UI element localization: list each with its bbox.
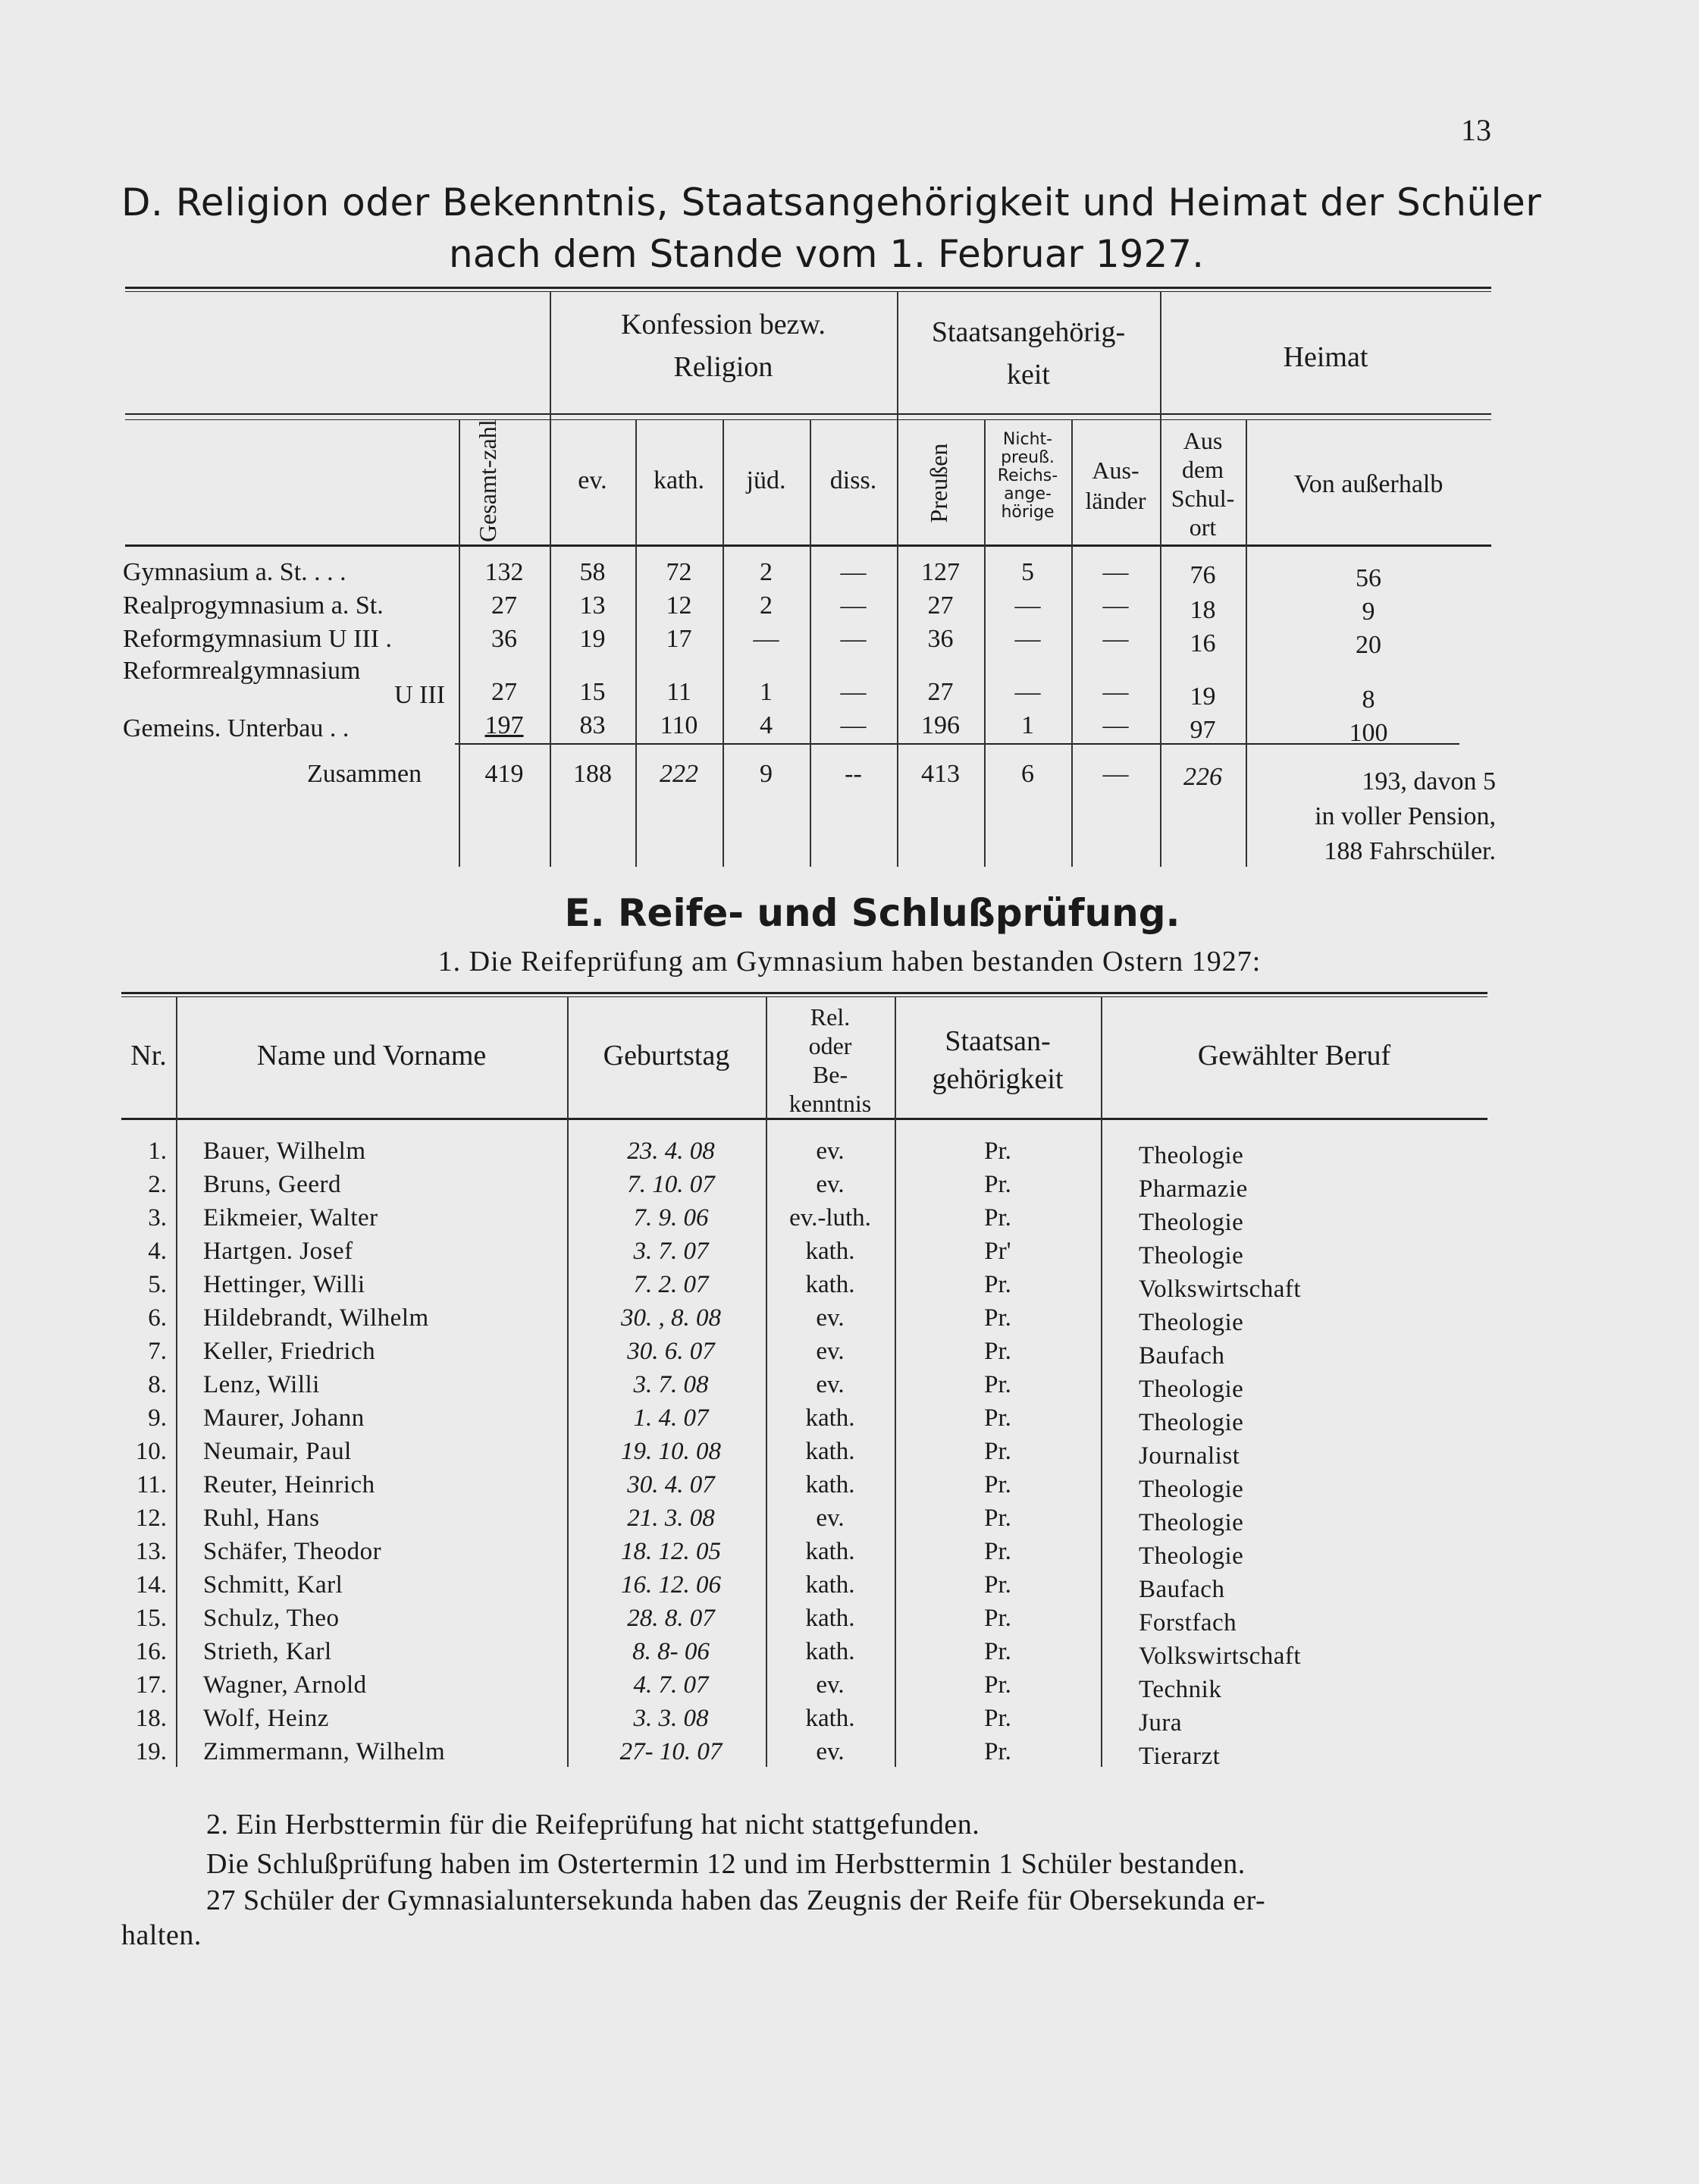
col-ev: ev. — [578, 466, 607, 494]
cell-schulort: 76 — [1190, 561, 1216, 589]
student-geburtstag: 27- 10. 07 — [619, 1738, 723, 1765]
student-staat: Pr. — [984, 1738, 1011, 1765]
cell-gesamt: 27 — [491, 678, 517, 706]
cell-schulort: 19 — [1190, 682, 1216, 711]
cell-preussen: 127 — [921, 558, 960, 586]
footer-line-2: Die Schlußprüfung haben im Ostertermin 12 und im Herbsttermin 1 Schüler bestanden. — [206, 1848, 1246, 1880]
student-beruf: Forstfach — [1139, 1609, 1237, 1636]
total-jued: 9 — [760, 760, 773, 788]
cell-gesamt: 197 — [484, 711, 524, 739]
cell-jued: 2 — [760, 592, 773, 620]
student-geburtstag: 30. 6. 07 — [627, 1338, 715, 1365]
student-rel: kath. — [805, 1471, 855, 1498]
cell-jued: 4 — [760, 711, 773, 739]
student-name: Wagner, Arnold — [203, 1671, 367, 1699]
cell-nichtpreuss: — — [1014, 678, 1041, 706]
student-geburtstag: 8. 8- 06 — [632, 1638, 710, 1665]
total-schulort: 226 — [1183, 763, 1222, 791]
student-rel: kath. — [805, 1705, 855, 1732]
footer-line-1: 2. Ein Herbsttermin für die Reifeprüfung hat nicht stattgefunden. — [206, 1809, 980, 1840]
cell-ev: 58 — [579, 558, 606, 586]
cell-schulort: 97 — [1190, 716, 1216, 744]
student-geburtstag: 23. 4. 08 — [627, 1138, 715, 1165]
header-konfession: Konfession bezw. Religion — [621, 309, 826, 383]
cell-nichtpreuss: — — [1014, 625, 1041, 653]
student-rel: ev. — [816, 1338, 845, 1365]
student-geburtstag: 21. 3. 08 — [627, 1505, 715, 1532]
student-beruf: Theologie — [1139, 1476, 1244, 1503]
cell-kath: 17 — [666, 625, 692, 653]
student-beruf: Volkswirtschaft — [1139, 1643, 1302, 1670]
section-d-title: D. Religion oder Bekenntnis, Staatsangehörigkeit und Heimat der Schüler — [121, 180, 1542, 224]
cell-auslaender: — — [1102, 558, 1129, 586]
student-rel: ev. — [816, 1505, 845, 1532]
cell-preussen: 27 — [927, 678, 954, 706]
e-header-name: Name und Vorname — [256, 1040, 487, 1072]
table-e-top-rule-2 — [121, 996, 1487, 997]
total-preussen: 413 — [921, 760, 960, 788]
student-beruf: Theologie — [1139, 1242, 1244, 1269]
student-name: Bauer, Wilhelm — [203, 1138, 366, 1165]
student-beruf: Tierarzt — [1139, 1743, 1221, 1770]
cell-ausserhalb: 9 — [1362, 598, 1375, 626]
student-rel: ev. — [816, 1371, 845, 1398]
student-name: Schäfer, Theodor — [203, 1538, 382, 1565]
col-schulort: Aus dem Schul- ort — [1171, 427, 1235, 541]
student-staat: Pr. — [984, 1471, 1011, 1498]
student-beruf: Journalist — [1139, 1442, 1240, 1470]
student-rel: kath. — [805, 1404, 855, 1432]
student-geburtstag: 4. 7. 07 — [633, 1671, 709, 1699]
student-name: Strieth, Karl — [203, 1638, 332, 1665]
student-geburtstag: 30. 4. 07 — [627, 1471, 715, 1498]
e-header-nr: Nr. — [130, 1040, 167, 1072]
total-ausserhalb: 193, davon 5 in voller Pension, 188 Fahrschüler. — [1315, 767, 1496, 865]
header-heimat: Heimat — [1283, 341, 1368, 373]
student-staat: Pr. — [984, 1638, 1011, 1665]
student-rel: kath. — [805, 1438, 855, 1465]
cell-kath: 72 — [666, 558, 692, 586]
student-nr: 2. — [148, 1171, 167, 1198]
section-e-title: E. Reife- und Schlußprüfung. — [564, 891, 1180, 935]
vline-e-nr — [176, 996, 177, 1767]
col-jued: jüd. — [746, 466, 786, 494]
student-beruf: Theologie — [1139, 1376, 1244, 1403]
e-header-geburtstag: Geburtstag — [603, 1040, 730, 1072]
student-rel: ev. — [816, 1171, 845, 1198]
cell-ev: 83 — [579, 711, 606, 739]
student-nr: 12. — [135, 1505, 167, 1532]
student-name: Lenz, Willi — [203, 1371, 320, 1398]
cell-auslaender: — — [1102, 625, 1129, 653]
student-beruf: Jura — [1139, 1709, 1182, 1737]
student-beruf: Theologie — [1139, 1542, 1244, 1570]
student-nr: 3. — [148, 1204, 167, 1232]
header-staatsangehoerigkeit: Staatsangehörig- keit — [931, 316, 1126, 391]
total-ev: 188 — [573, 760, 612, 788]
student-nr: 16. — [135, 1638, 167, 1665]
student-nr: 5. — [148, 1271, 167, 1298]
student-rel: kath. — [805, 1571, 855, 1599]
col-auslaender: Aus- länder — [1085, 457, 1146, 514]
student-geburtstag: 3. 3. 08 — [633, 1705, 709, 1732]
student-rel: ev.-luth. — [789, 1204, 871, 1232]
student-name: Wolf, Heinz — [203, 1705, 329, 1732]
col-preussen: Preußen — [925, 443, 952, 523]
student-nr: 7. — [148, 1338, 167, 1365]
footer-line-4: halten. — [121, 1919, 202, 1951]
student-geburtstag: 30. , 8. 08 — [621, 1304, 721, 1332]
row-label-realprogymnasium: Realprogymnasium a. St. — [123, 592, 384, 620]
student-nr: 15. — [135, 1605, 167, 1632]
col-diss: diss. — [829, 466, 877, 494]
student-beruf: Volkswirtschaft — [1139, 1276, 1302, 1303]
student-name: Bruns, Geerd — [203, 1171, 341, 1198]
cell-jued: — — [753, 625, 779, 653]
student-staat: Pr. — [984, 1204, 1011, 1232]
student-geburtstag: 7. 2. 07 — [633, 1271, 709, 1298]
student-nr: 4. — [148, 1238, 167, 1265]
table-e-top-rule — [121, 992, 1487, 994]
student-nr: 8. — [148, 1371, 167, 1398]
student-staat: Pr. — [984, 1271, 1011, 1298]
row-label-reformgymnasium: Reformgymnasium U III . — [123, 625, 393, 653]
cell-schulort: 16 — [1190, 629, 1216, 657]
footer-line-3: 27 Schüler der Gymnasialuntersekunda haben das Zeugnis der Reife für Obersekunda er- — [206, 1884, 1266, 1916]
student-geburtstag: 19. 10. 08 — [621, 1438, 721, 1465]
student-beruf: Theologie — [1139, 1309, 1244, 1336]
cell-auslaender: — — [1102, 711, 1129, 739]
total-auslaender: — — [1102, 760, 1129, 788]
cell-ausserhalb: 8 — [1362, 686, 1375, 714]
student-geburtstag: 28. 8. 07 — [627, 1605, 715, 1632]
cell-ev: 15 — [579, 678, 606, 706]
total-diss: -- — [845, 760, 862, 788]
student-nr: 19. — [135, 1738, 167, 1765]
student-staat: Pr. — [984, 1171, 1011, 1198]
col-gesamtzahl: Gesamt-zahl — [474, 419, 501, 542]
student-name: Reuter, Heinrich — [203, 1471, 375, 1498]
student-nr: 13. — [135, 1538, 167, 1565]
cell-nichtpreuss: — — [1014, 592, 1041, 620]
student-geburtstag: 7. 10. 07 — [627, 1171, 715, 1198]
table-e-header-rule — [121, 1118, 1487, 1120]
cell-nichtpreuss: 5 — [1021, 558, 1034, 586]
student-nr: 18. — [135, 1705, 167, 1732]
student-name: Hildebrandt, Wilhelm — [203, 1304, 429, 1332]
student-name: Hettinger, Willi — [203, 1271, 365, 1298]
student-name: Schulz, Theo — [203, 1605, 340, 1632]
student-nr: 17. — [135, 1671, 167, 1699]
row-label-gymnasium: Gymnasium a. St. . . . — [123, 558, 346, 586]
col-nichtpreuss: Nicht- preuß. Reichs- ange- hörige — [997, 430, 1058, 522]
student-staat: Pr. — [984, 1438, 1011, 1465]
table-d-top-rule-2 — [125, 291, 1491, 292]
student-name: Keller, Friedrich — [203, 1338, 376, 1365]
cell-jued: 2 — [760, 558, 773, 586]
cell-preussen: 36 — [927, 625, 954, 653]
student-name: Eikmeier, Walter — [203, 1204, 378, 1232]
row-label-zusammen: Zusammen — [307, 760, 422, 788]
student-staat: Pr. — [984, 1371, 1011, 1398]
student-staat: Pr. — [984, 1138, 1011, 1165]
student-rel: kath. — [805, 1538, 855, 1565]
cell-schulort: 18 — [1190, 596, 1216, 624]
student-beruf: Pharmazie — [1139, 1175, 1248, 1203]
table-d-top-rule — [125, 287, 1491, 289]
cell-diss: — — [840, 558, 867, 586]
student-nr: 9. — [148, 1404, 167, 1432]
student-rel: kath. — [805, 1238, 855, 1265]
student-staat: Pr. — [984, 1571, 1011, 1599]
student-rel: kath. — [805, 1638, 855, 1665]
student-nr: 11. — [136, 1471, 167, 1498]
student-rel: kath. — [805, 1605, 855, 1632]
cell-ausserhalb: 20 — [1356, 631, 1381, 659]
cell-gesamt: 132 — [484, 558, 524, 586]
e-header-rel: Rel. oder Be- kenntnis — [788, 1003, 872, 1117]
student-name: Schmitt, Karl — [203, 1571, 343, 1599]
col-kath: kath. — [653, 466, 705, 494]
student-staat: Pr. — [984, 1538, 1011, 1565]
student-nr: 6. — [148, 1304, 167, 1332]
total-kath: 222 — [660, 760, 698, 788]
student-staat: Pr. — [984, 1338, 1011, 1365]
row-label-reformrealgymnasium-2: U III — [394, 681, 446, 709]
cell-preussen: 27 — [927, 592, 954, 620]
student-geburtstag: 3. 7. 08 — [633, 1371, 709, 1398]
row-label-reformrealgymnasium: Reformrealgymnasium — [123, 657, 361, 685]
cell-kath: 110 — [660, 711, 698, 739]
section-d-subtitle: nach dem Stande vom 1. Februar 1927. — [449, 232, 1204, 276]
student-nr: 10. — [135, 1438, 167, 1465]
student-beruf: Theologie — [1139, 1142, 1244, 1169]
table-d-group-rule — [125, 413, 1491, 415]
student-geburtstag: 18. 12. 05 — [621, 1538, 721, 1565]
student-beruf: Theologie — [1139, 1509, 1244, 1536]
student-staat: Pr. — [984, 1605, 1011, 1632]
student-beruf: Baufach — [1139, 1576, 1225, 1603]
cell-preussen: 196 — [921, 711, 960, 739]
student-name: Hartgen. Josef — [203, 1238, 353, 1265]
student-staat: Pr' — [984, 1238, 1011, 1265]
cell-ausserhalb: 100 — [1349, 719, 1388, 747]
vline-e-staat — [1101, 996, 1102, 1767]
student-name: Zimmermann, Wilhelm — [203, 1738, 446, 1765]
student-rel: ev. — [816, 1138, 845, 1165]
student-geburtstag: 1. 4. 07 — [633, 1404, 709, 1432]
cell-nichtpreuss: 1 — [1021, 711, 1034, 739]
total-nichtpreuss: 6 — [1021, 760, 1034, 788]
cell-diss: — — [840, 678, 867, 706]
student-name: Neumair, Paul — [203, 1438, 352, 1465]
student-geburtstag: 16. 12. 06 — [621, 1571, 721, 1599]
student-name: Ruhl, Hans — [203, 1505, 320, 1532]
student-nr: 1. — [148, 1138, 167, 1165]
student-staat: Pr. — [984, 1404, 1011, 1432]
student-rel: ev. — [816, 1671, 845, 1699]
cell-diss: — — [840, 592, 867, 620]
cell-diss: — — [840, 625, 867, 653]
cell-auslaender: — — [1102, 678, 1129, 706]
student-geburtstag: 7. 9. 06 — [633, 1204, 709, 1232]
student-nr: 14. — [135, 1571, 167, 1599]
cell-diss: — — [840, 711, 867, 739]
cell-gesamt: 36 — [491, 625, 517, 653]
student-beruf: Baufach — [1139, 1342, 1225, 1370]
student-beruf: Theologie — [1139, 1409, 1244, 1436]
student-staat: Pr. — [984, 1505, 1011, 1532]
vline-e-name — [567, 996, 569, 1767]
table-d-group-rule-2 — [125, 419, 1491, 420]
cell-kath: 11 — [666, 678, 691, 706]
page-number: 13 — [1461, 113, 1491, 147]
student-staat: Pr. — [984, 1671, 1011, 1699]
e-header-beruf: Gewählter Beruf — [1197, 1040, 1391, 1072]
cell-kath: 12 — [666, 592, 692, 620]
row-label-unterbau: Gemeins. Unterbau . . — [123, 714, 350, 742]
e-header-staat: Staatsan- gehörigkeit — [932, 1025, 1064, 1095]
student-rel: kath. — [805, 1271, 855, 1298]
student-beruf: Technik — [1139, 1676, 1222, 1703]
total-gesamt: 419 — [484, 760, 524, 788]
cell-ev: 19 — [579, 625, 606, 653]
cell-jued: 1 — [760, 678, 773, 706]
student-beruf: Theologie — [1139, 1209, 1244, 1236]
section-e-subtitle: 1. Die Reifeprüfung am Gymnasium haben bestanden Ostern 1927: — [437, 946, 1262, 977]
cell-ev: 13 — [579, 592, 606, 620]
student-rel: ev. — [816, 1304, 845, 1332]
col-ausserhalb: Von außerhalb — [1293, 470, 1444, 498]
table-d-header-rule — [125, 544, 1491, 547]
student-staat: Pr. — [984, 1705, 1011, 1732]
student-rel: ev. — [816, 1738, 845, 1765]
student-geburtstag: 3. 7. 07 — [633, 1238, 709, 1265]
student-staat: Pr. — [984, 1304, 1011, 1332]
cell-auslaender: — — [1102, 592, 1129, 620]
cell-gesamt: 27 — [491, 592, 517, 620]
student-name: Maurer, Johann — [203, 1404, 365, 1432]
cell-ausserhalb: 56 — [1356, 564, 1381, 592]
